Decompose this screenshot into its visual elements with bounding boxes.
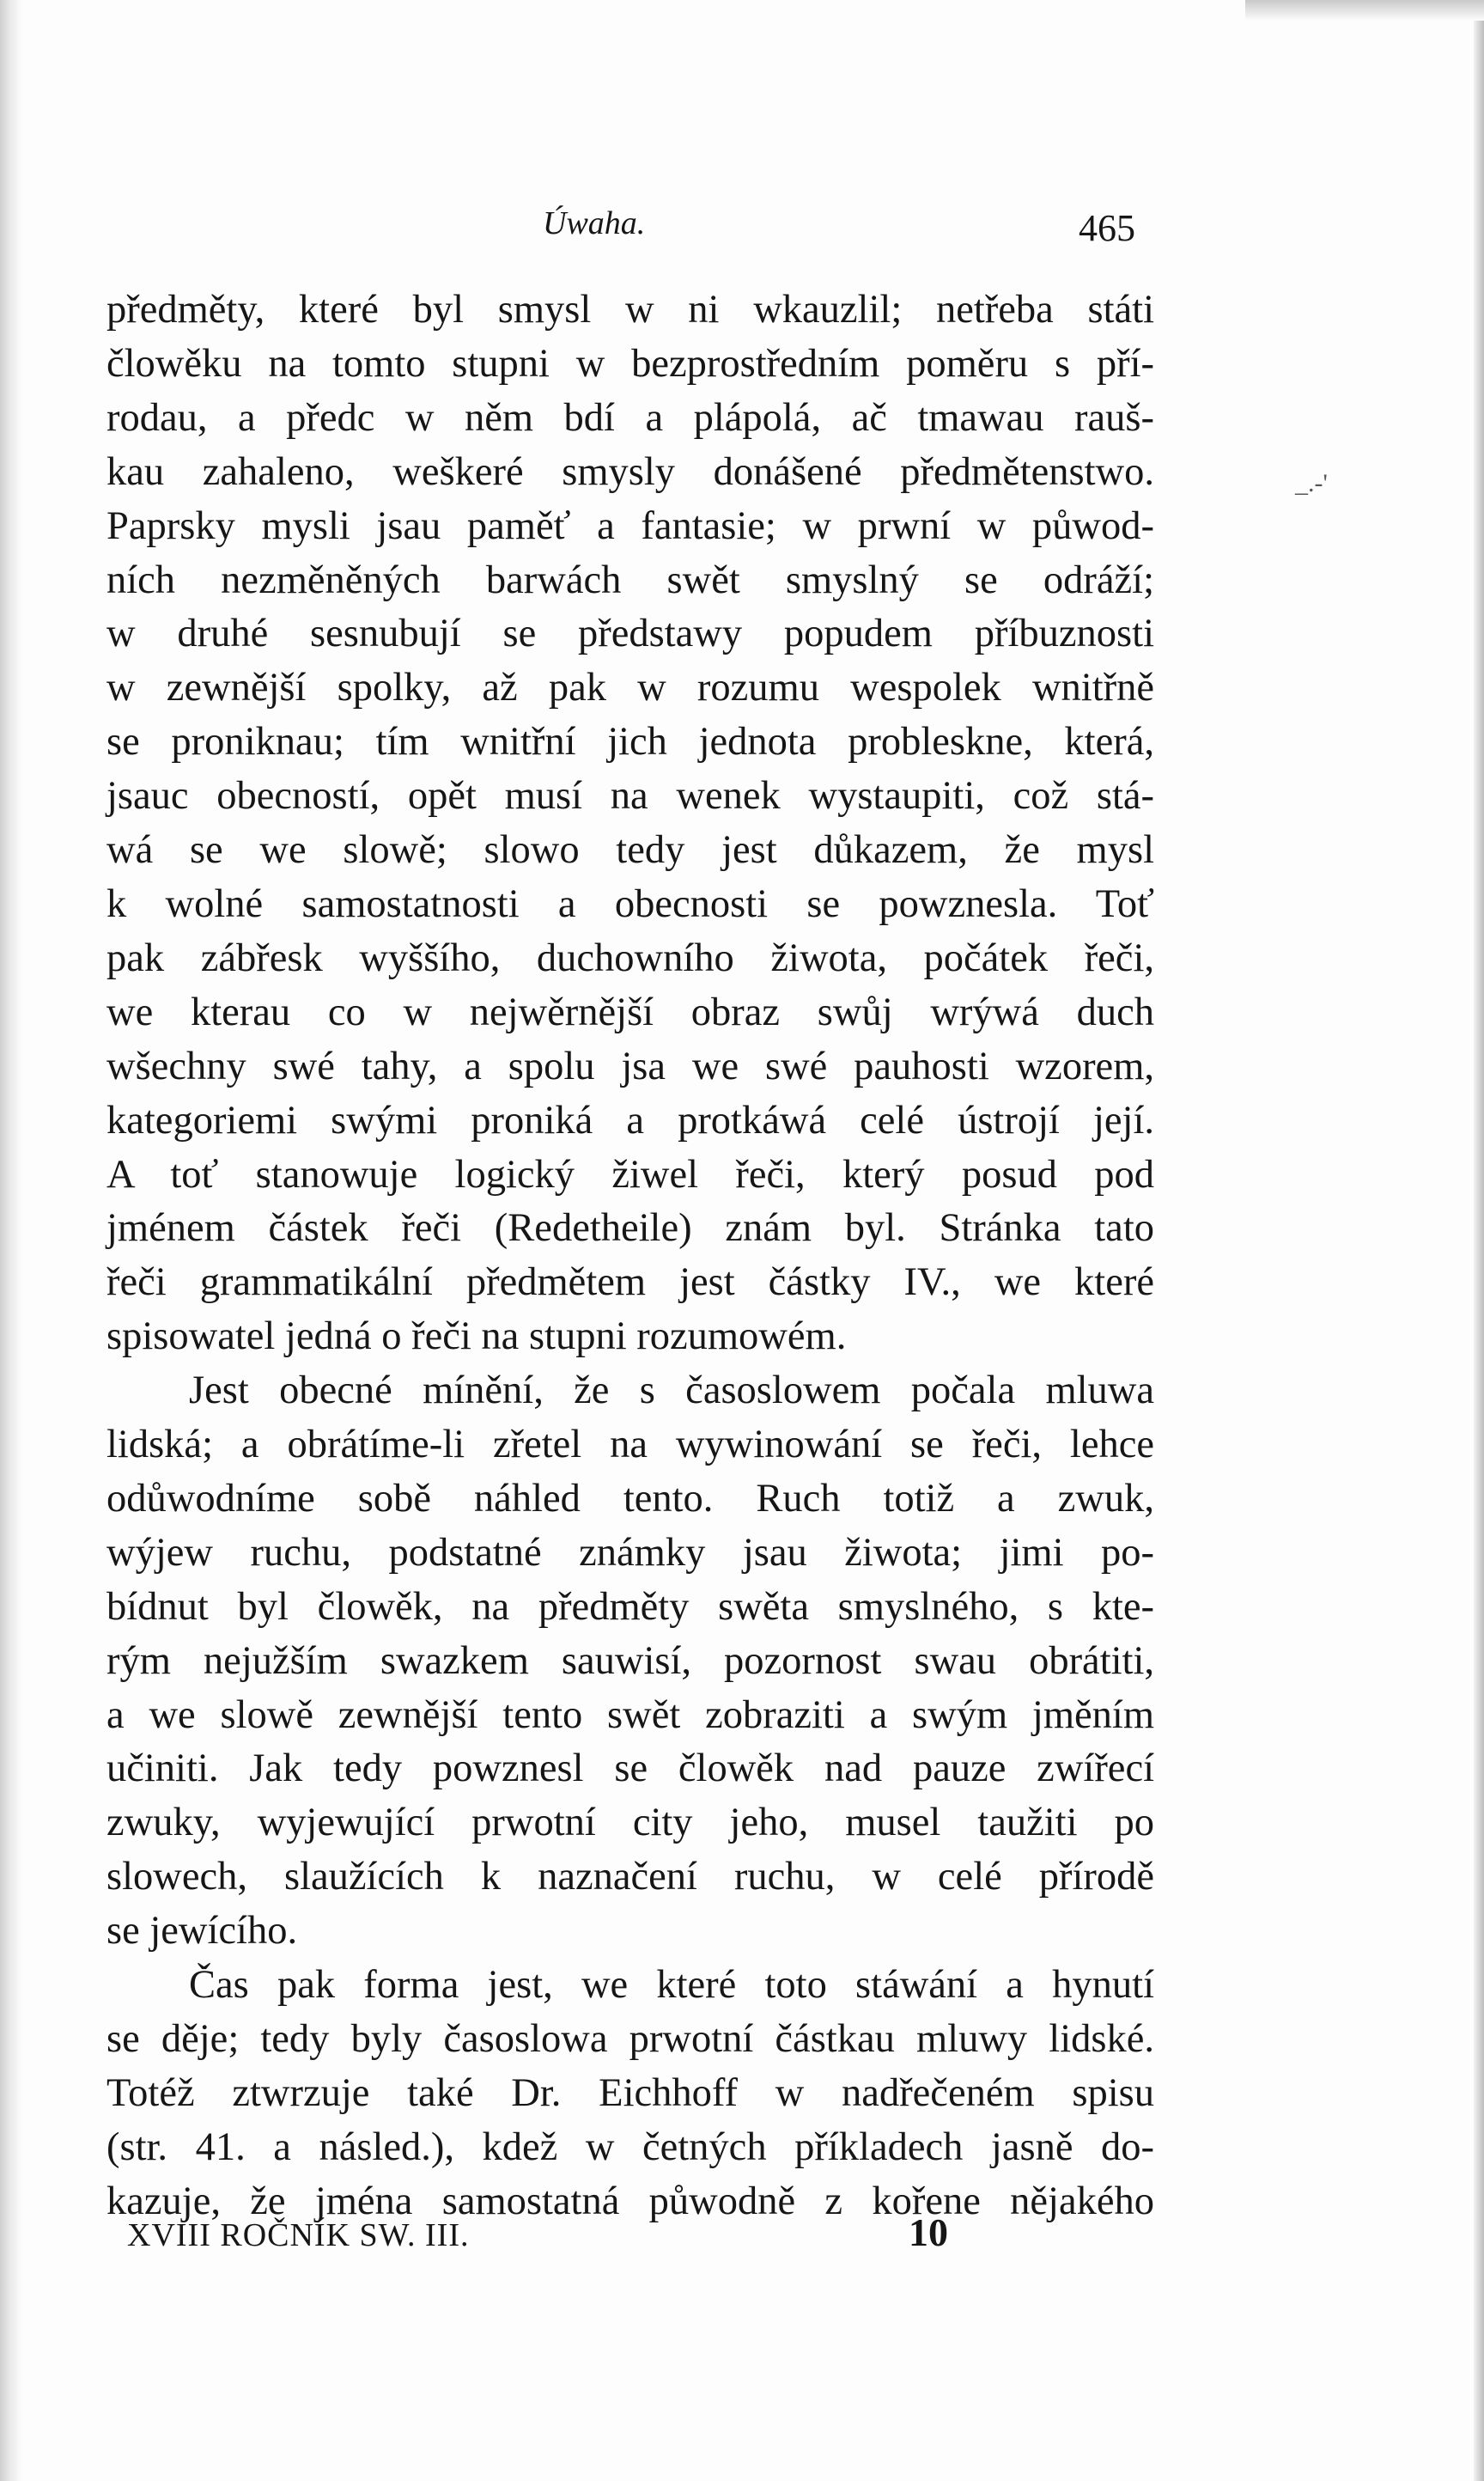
- text-line: Jest obecné mínění, že s časoslowem počala mluwa: [189, 1369, 1154, 1413]
- text-line: učiniti. Jak tedy powznesl se člowěk nad pauze zwířecí: [106, 1746, 1154, 1791]
- page-number: 465: [1079, 207, 1135, 249]
- text-line: bídnut byl člowěk, na předměty swěta smyslného, s kte-: [106, 1584, 1154, 1629]
- text-line: se jewícího.: [106, 1909, 298, 1954]
- text-line: kazuje, že jména samostatná půwodně z kořene nějakého: [106, 2179, 1154, 2223]
- text-line: rodau, a předc w něm bdí a plápolá, ač tmawau rauš-: [106, 395, 1154, 440]
- text-line: slowech, slaužících k naznačení ruchu, w celé přírodě: [106, 1855, 1154, 1899]
- text-line: wšechny swé tahy, a spolu jsa we swé pauhosti wzorem,: [106, 1044, 1154, 1088]
- text-line: wýjew ruchu, podstatné známky jsau žiwota; jimi po-: [106, 1530, 1154, 1575]
- text-line: a we slowě zewnější tento swět zobraziti a swým jměním: [106, 1692, 1154, 1737]
- paragraph-1: [106, 283, 1154, 1364]
- text-line: lidská; a obrátíme-li zřetel na wywinowání se řeči, lehce: [106, 1423, 1154, 1467]
- text-line: Totéž ztwrzuje také Dr. Eichhoff w nadřečeném spisu: [106, 2070, 1154, 2115]
- text-line: odůwodníme sobě náhled tento. Ruch totiž a zwuk,: [106, 1476, 1154, 1521]
- text-line: zwuky, wyjewující prwotní city jeho, musel taužiti po: [106, 1801, 1154, 1845]
- text-line: w zewnější spolky, až pak w rozumu wespolek wnitřně: [106, 666, 1154, 710]
- text-line: člowěku na tomto stupni w bezprostředním poměru s pří-: [106, 341, 1154, 386]
- text-line: kategoriemi swými proniká a protkáwá celé ústrojí její.: [106, 1098, 1154, 1143]
- text-line: wá se we slowě; slowo tedy jest důkazem, že mysl: [106, 828, 1154, 873]
- text-line: we kterau co w nejwěrnější obraz swůj wrýwá duch: [106, 990, 1154, 1034]
- text-line: předměty, které byl smysl w ni wkauzlil; netřeba státi: [106, 288, 1154, 332]
- text-line: jsauc obecností, opět musí na wenek wystaupiti, což stá-: [106, 774, 1154, 819]
- sheet-number: 10: [909, 2210, 948, 2254]
- text-line: (str. 41. a násled.), kdež w četných příkladech jasně do-: [106, 2124, 1154, 2169]
- text-line: spisowatel jedná o řeči na stupni rozumowém.: [106, 1314, 847, 1359]
- text-line: řeči grammatikální předmětem jest částky IV., we které: [106, 1260, 1154, 1305]
- text-line: se děje; tedy byly časoslowa prwotní částkau mluwy lidské.: [106, 2017, 1154, 2061]
- text-line: kau zahaleno, weškeré smysly donášené předmětenstwo.: [106, 449, 1154, 494]
- page-top-edge-shadow: [1245, 0, 1484, 21]
- paragraph-2: [106, 1364, 1154, 1959]
- text-line: Čas pak forma jest, we které toto stáwání a hynutí: [189, 1963, 1154, 2008]
- body-text: [106, 283, 1154, 2229]
- text-line: jménem částek řeči (Redetheile) znám byl. Stránka tato: [106, 1206, 1154, 1251]
- text-line: A toť stanowuje logický žiwel řeči, který posud pod: [106, 1152, 1154, 1197]
- margin-pencil-mark: _.-': [1295, 469, 1328, 497]
- running-head: Úwaha.: [543, 205, 646, 241]
- paragraph-3: [106, 1959, 1154, 2229]
- text-line: pak zábřesk wyššího, duchowního žiwota, počátek řeči,: [106, 936, 1154, 980]
- text-line: k wolné samostatnosti a obecnosti se powznesla. Toť: [106, 881, 1154, 926]
- page-left-edge-shadow: [0, 0, 22, 2481]
- text-line: rým nejužším swazkem sauwisí, pozornost swau obrátiti,: [106, 1638, 1154, 1683]
- text-line: w druhé sesnubují se předstawy popudem příbuznosti: [106, 612, 1154, 656]
- page-right-edge-shadow: [1474, 0, 1484, 2481]
- text-line: se proniknau; tím wnitřní jich jednota probleskne, která,: [106, 720, 1154, 765]
- printer-signature: XVIII ROČNÍK SW. III.: [127, 2217, 470, 2253]
- text-line: ních nezměněných barwách swět smyslný se odráží;: [106, 558, 1154, 602]
- text-line: Paprsky mysli jsau paměť a fantasie; w prwní w půwod-: [106, 503, 1154, 548]
